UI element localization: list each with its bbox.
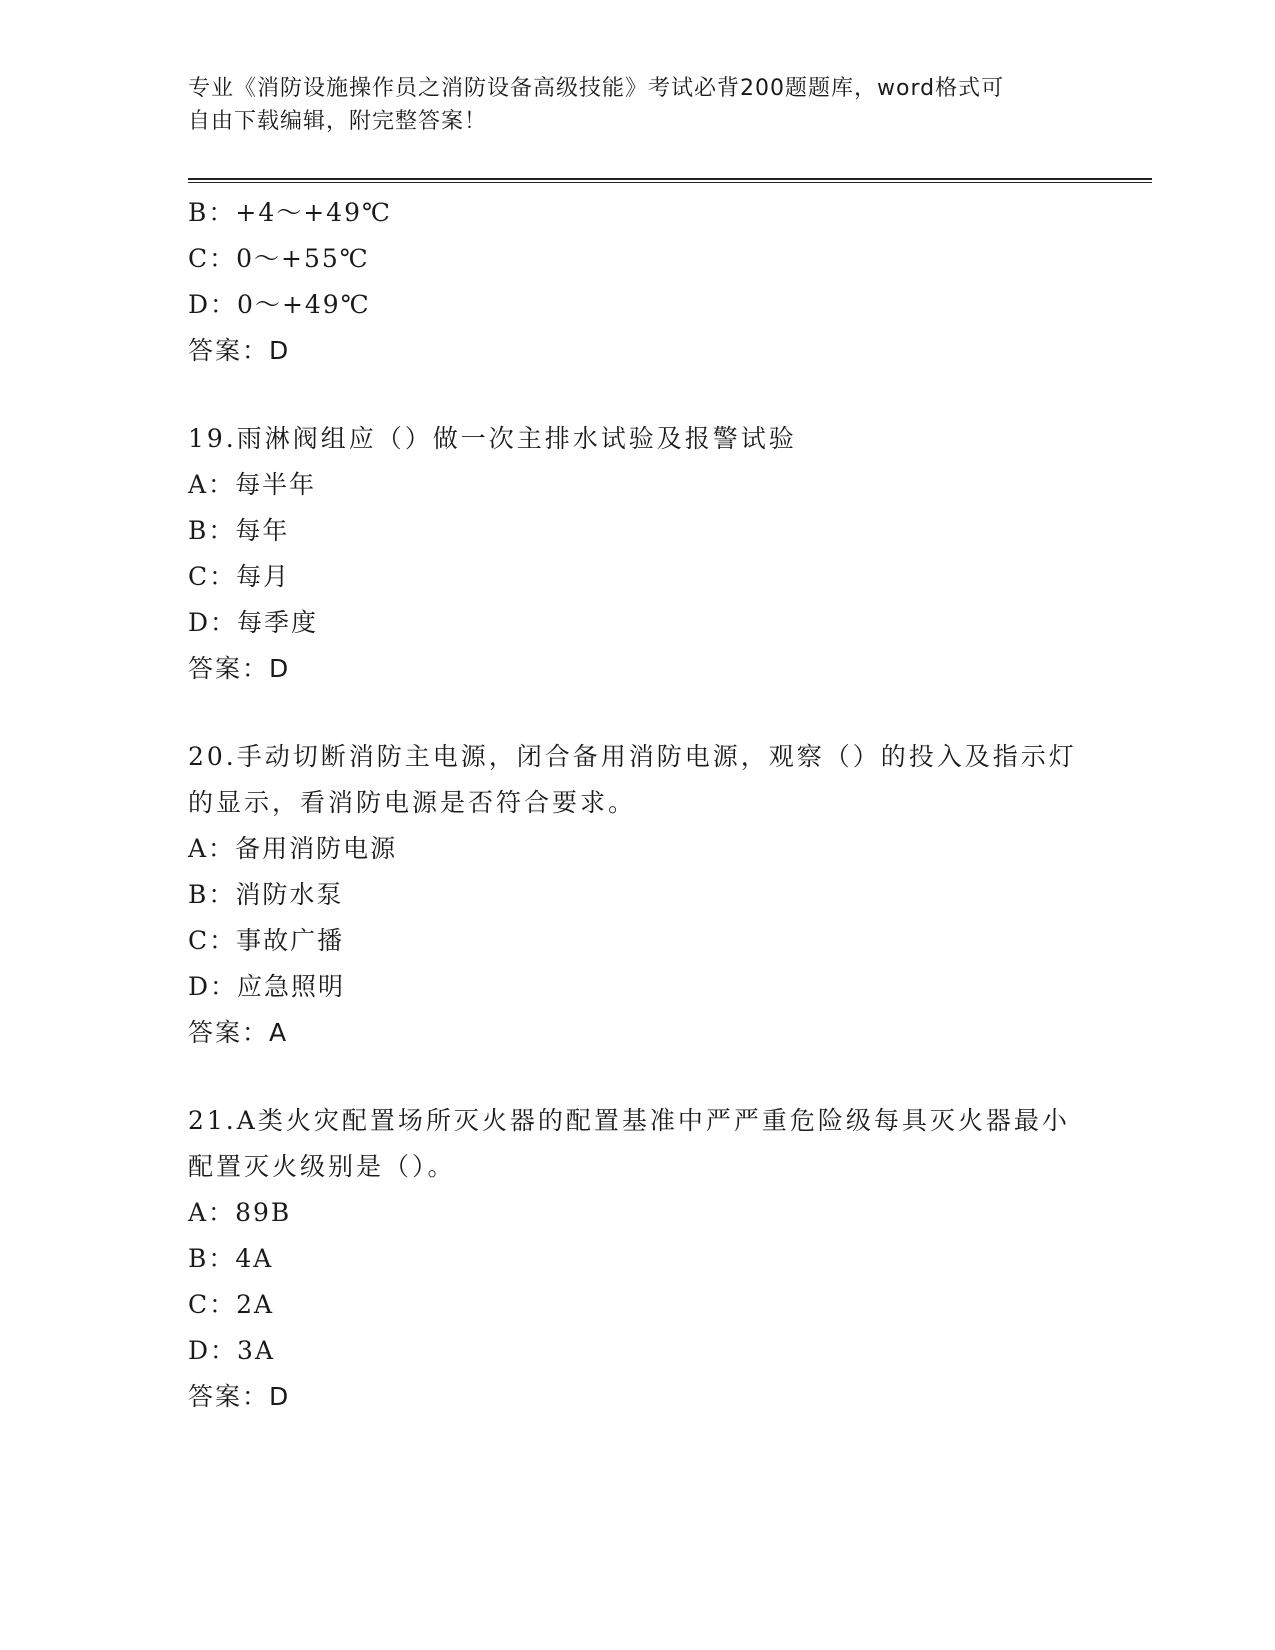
question-stem: 19.雨淋阀组应（）做一次主排水试验及报警试验 (188, 424, 797, 453)
header-divider (188, 178, 1152, 183)
option-c: C：0～+55℃ (188, 244, 370, 273)
answer-line: 答案：D (188, 1382, 291, 1411)
question-21 (188, 1098, 1088, 1420)
question-19 (188, 416, 1088, 692)
question-stem: 21.A类火灾配置场所灭火器的配置基准中严严重危险级每具灭火器最小配置灭火级别是（）。 (188, 1106, 1070, 1181)
question-list (188, 190, 1088, 1420)
option-c: C：2A (188, 1290, 275, 1319)
question-20 (188, 734, 1088, 1056)
option-c: C：每月 (188, 562, 291, 591)
answer-line: 答案：A (188, 1018, 289, 1047)
answer-line: 答案：D (188, 336, 291, 365)
option-d: D：3A (188, 1336, 276, 1365)
option-a: A：89B (188, 1198, 292, 1227)
option-d: D：0～+49℃ (188, 290, 371, 319)
option-d: D：每季度 (188, 608, 319, 637)
option-a: A：备用消防电源 (188, 834, 398, 863)
header-line-1: 专业《消防设施操作员之消防设备高级技能》考试必背200题题库，word格式可 (188, 76, 1005, 101)
option-b: B：4A (188, 1244, 274, 1273)
document-header (188, 72, 1088, 138)
option-b: B：每年 (188, 516, 290, 545)
option-a: A：每半年 (188, 470, 317, 499)
option-c: C：事故广播 (188, 926, 345, 955)
option-b: B：+4～+49℃ (188, 198, 392, 227)
option-b: B：消防水泵 (188, 880, 344, 909)
prev-question-block (188, 190, 1088, 374)
answer-line: 答案：D (188, 654, 291, 683)
question-stem: 20.手动切断消防主电源，闭合备用消防电源，观察（）的投入及指示灯的显示，看消防电源是否符合要求。 (188, 742, 1077, 817)
header-line-2: 自由下载编辑，附完整答案！ (188, 109, 488, 134)
option-d: D：应急照明 (188, 972, 346, 1001)
